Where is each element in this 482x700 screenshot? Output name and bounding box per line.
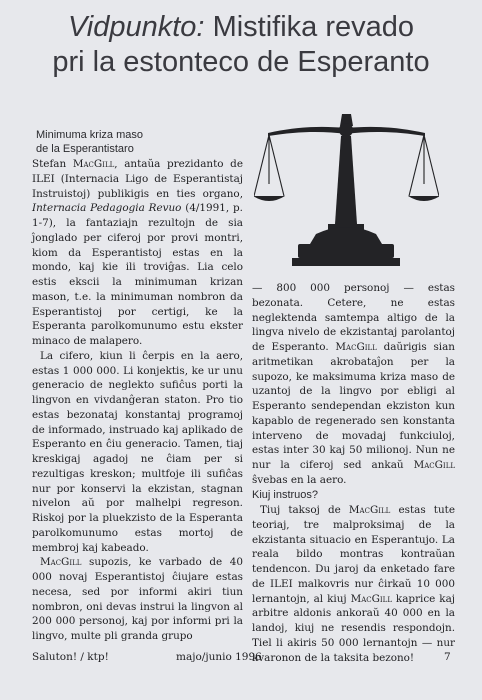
headline-line-2: pri la estonteco de Esperanto bbox=[52, 46, 430, 78]
headline-kicker: Vidpunkto: bbox=[67, 11, 205, 43]
column-left bbox=[32, 157, 243, 644]
paragraph: — 800 000 personoj — estas bezonata. Cetere, ne estas neglektenda samtempa altigo de la lingva nivelo de ekzistantaj parolantoj de Esperanto. MacGill daŭrigis sian aritmetikan akrobataĵon per la supozo, ke maksimuma kriza maso de uzantoj de la lingvo por ebligi al Esperanto sendependan ekziston kun kapablo de regenerado sen konstanta interveno de movadaj funkciuloj, estas inter 30 kaj 50 milionoj. Nun ne nur la ciferoj sed ankaŭ MacGill ŝvebas en la aero. bbox=[252, 282, 455, 486]
author-name: MacGill bbox=[335, 341, 377, 353]
paragraph: Tiuj taksoj de MacGill estas tute teoriaj, tre malproksimaj de la ekzistanta situacio en Esperantujo. La reala bildo montras kontraŭan tendencon. Du jaroj da enketado fare de ILEI malkovris nur ĉirkaŭ 10 000 lernantojn, al kiuj MacGill kaprice kaj arbitre aldonis ankoraŭ 40 000 en la landoj, kiuj ne resendis respondojn. Tiel li akiris 50 000 lernantojn — nur kvaronon de la taksita bezono! bbox=[252, 504, 456, 664]
author-name: MacGill bbox=[40, 556, 82, 569]
paragraph: Stefan MacGill, antaŭa prezidanto de ILEI (Internacia Ligo de Esperantistaj Instruistoj) publikigis en ties organo, Internacia Pedagogia Revuo (4/1991, p. 1-7), la fantaziajn rezultojn de sia ĵonglado per ciferoj por provi montri, kiom da Esperantistoj estas en la mondo, kaj kie ili troviĝas. Lia celo estis ekscii la minimuman krizan mason, t.e. la minimuman nombron da Esperantistoj por certigi, ke la Esperanta parolkomunumo estu ekster minaco de malapero. bbox=[32, 158, 243, 347]
page-number: 7 bbox=[444, 651, 451, 663]
author-name: MacGill bbox=[72, 158, 115, 170]
author-name: MacGill bbox=[348, 504, 391, 516]
issue-date: majo/junio 1996 bbox=[176, 651, 262, 663]
headline-line-1 bbox=[0, 10, 482, 45]
signoff: Saluton! / ktp! bbox=[32, 651, 109, 663]
section-heading-who-will-teach: Kiuj instruos? bbox=[252, 489, 319, 501]
section-heading-critical-mass: Minimuma kriza maso de la Esperantistaro bbox=[36, 129, 143, 155]
author-name: MacGill bbox=[350, 592, 392, 605]
balance-scales-icon bbox=[254, 112, 439, 270]
paragraph: MacGill supozis, ke varbado de 40 000 novaj Esperantistoj ĉiujare estas necesa, sed por informi akiri tiun nombron, oni devas instrui la lingvon al 200 000 personoj, kaj por informi pri la lingvo, multe pli granda grupo bbox=[32, 556, 243, 642]
author-name: MacGill bbox=[413, 459, 455, 471]
column-right-top bbox=[252, 281, 455, 488]
journal-title: Internacia Pedagogia Revuo bbox=[32, 202, 182, 215]
headline-title: Mistifika revado bbox=[212, 11, 415, 43]
column-right-bottom bbox=[252, 503, 455, 665]
article-headline bbox=[0, 10, 482, 80]
paragraph: La cifero, kiun li ĉerpis en la aero, estas 1 000 000. Li konjektis, ke ur unu generacio de neglekto sufiĉus porti la lingvon en vivdanĝeran staton. Pro tio estas bezonataj konstantaj programoj de informado, instruado kaj aplikado de Esperanto en ĉiu generacio. Tamen, tiaj kreskigaj agadoj ne ĉiam per si rezultigas kreskon; multfoje ili sufiĉas nur por konservi la ekzistan, stagnan nivelon aŭ por malhelpi regreson. Riskoj por la pluekzisto de la Esperanta parolkomunumo estas mortoj de membroj kaj kabeado. bbox=[32, 349, 243, 554]
